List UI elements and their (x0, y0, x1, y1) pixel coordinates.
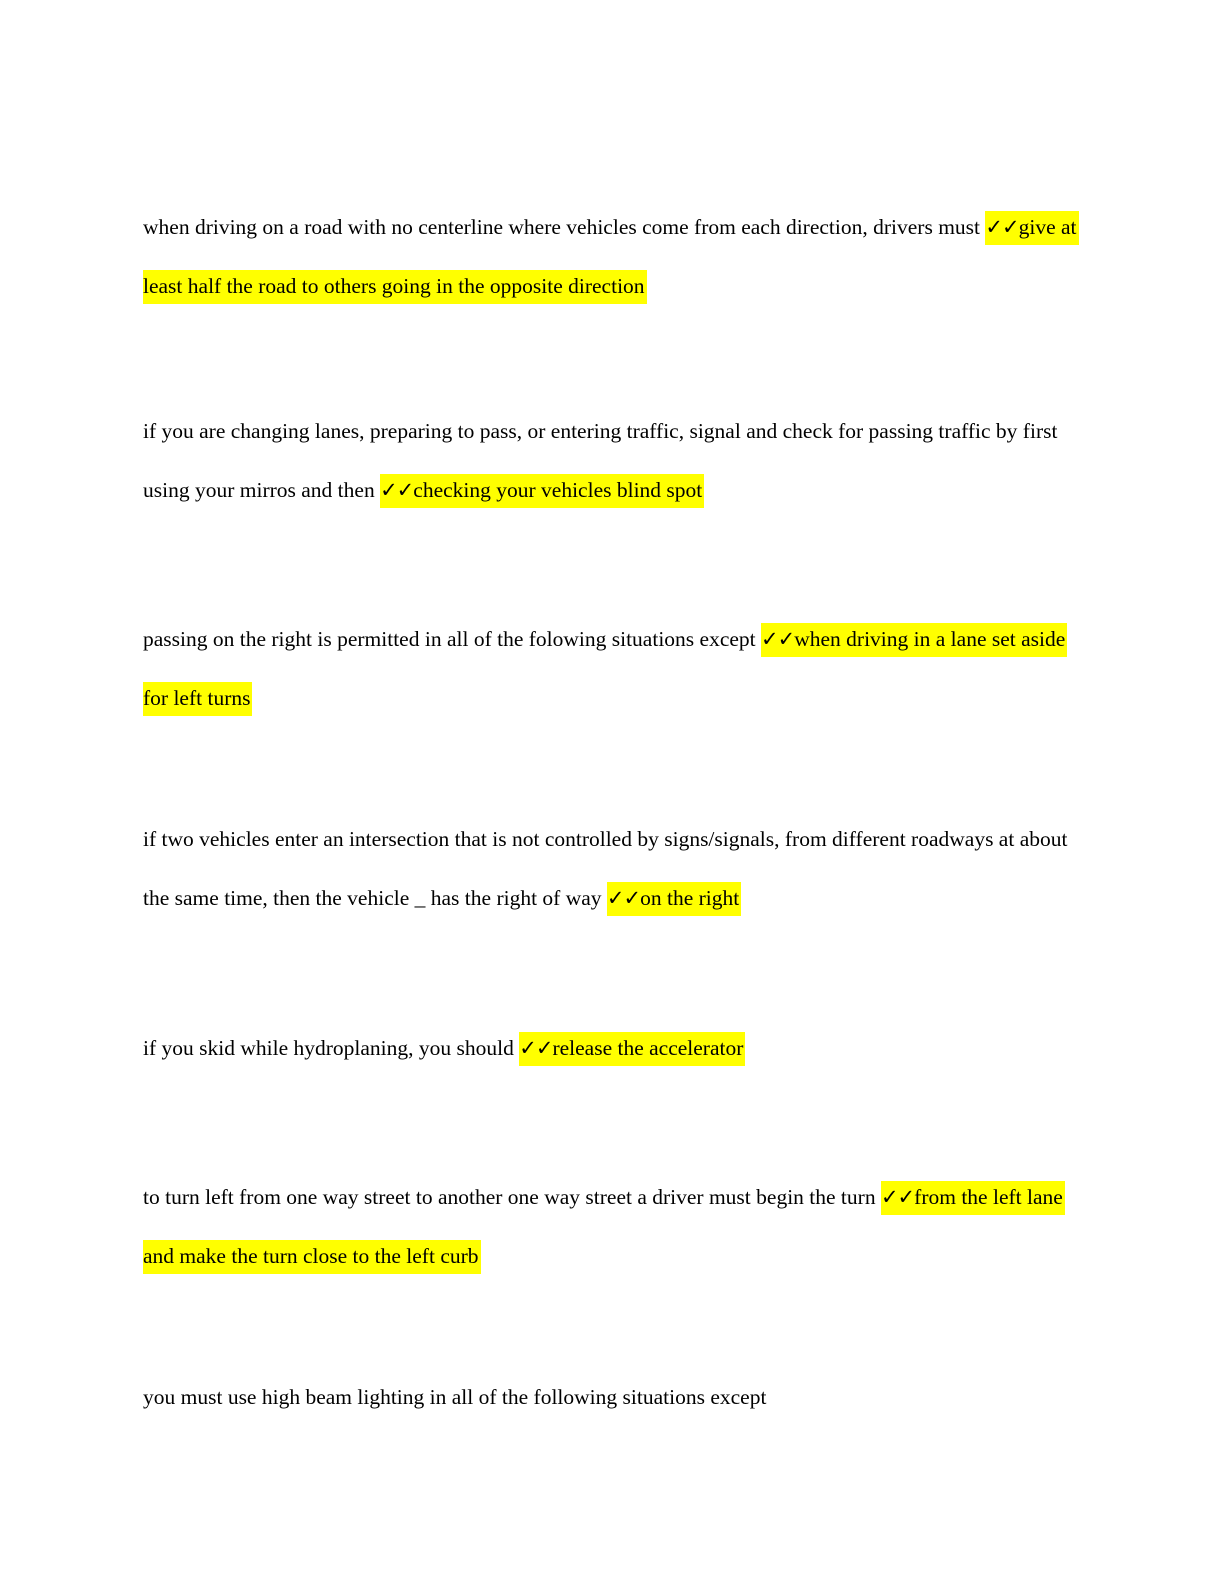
question-text: when driving on a road with no centerline where vehicles come from each direction, drivers must (143, 215, 981, 239)
highlighted-answer (380, 474, 704, 508)
question-text: to turn left from one way street to another one way street a driver must begin the turn (143, 1185, 876, 1209)
answer-text: release the accelerator (552, 1036, 744, 1060)
answer-text: on the right (640, 886, 740, 910)
question-text: you must use high beam lighting in all of the following situations except (143, 1385, 767, 1409)
question-block (143, 1019, 1083, 1078)
double-checkmark-icon: ✓✓ (880, 1185, 915, 1209)
double-checkmark-icon: ✓✓ (519, 1036, 553, 1060)
highlighted-answer (607, 882, 741, 916)
answer-text: when driving in a lane set aside for left turns (143, 627, 1066, 710)
question-text: if you skid while hydroplaning, you should (143, 1036, 514, 1060)
question-block (143, 610, 1083, 728)
question-text: if you are changing lanes, preparing to pass, or entering traffic, signal and check for passing traffic by first using your mirros and then (143, 419, 1058, 502)
double-checkmark-icon: ✓✓ (761, 627, 795, 651)
question-block (143, 810, 1083, 928)
double-checkmark-icon: ✓✓ (985, 215, 1019, 239)
highlighted-answer (519, 1032, 745, 1066)
question-block (143, 1368, 1083, 1427)
question-text: if two vehicles enter an intersection that is not controlled by signs/signals, from different roadways at about the same time, then the vehicle _ has the right of way (143, 827, 1068, 910)
answer-text: give at least half the road to others going in the opposite direction (143, 215, 1077, 298)
question-block (143, 1168, 1083, 1286)
question-block (143, 402, 1083, 520)
question-text: passing on the right is permitted in all of the folowing situations except (143, 627, 756, 651)
double-checkmark-icon: ✓✓ (380, 478, 414, 502)
answer-text: from the left lane and make the turn close to the left curb (143, 1185, 1063, 1268)
question-block (143, 198, 1083, 316)
double-checkmark-icon: ✓✓ (606, 886, 641, 910)
answer-text: checking your vehicles blind spot (413, 478, 703, 502)
